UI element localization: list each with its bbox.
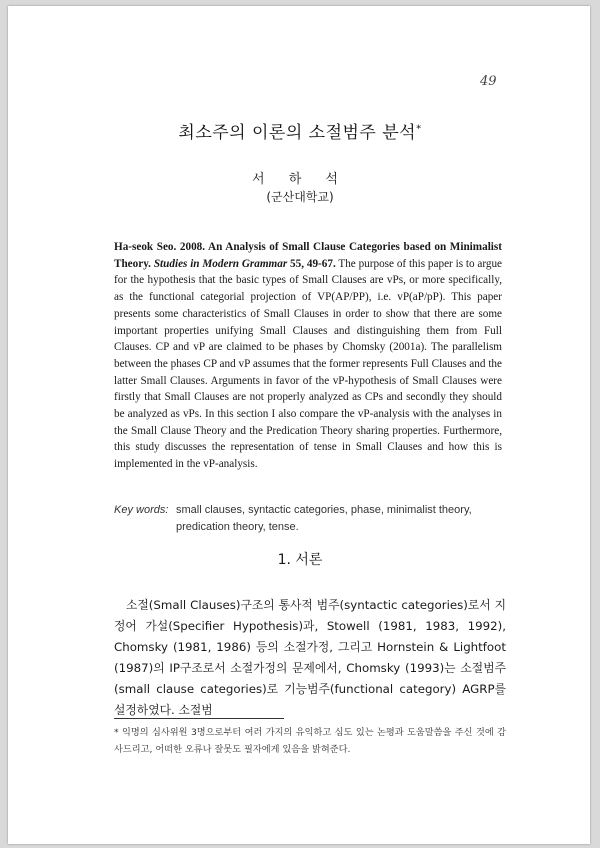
body-paragraph: 소절(Small Clauses)구조의 통사적 범주(syntactic categories)로서 지정어 가설(Specifier Hypothesis)과, Stowell (1981, 1983, 1992), Chomsky (1981, 1986) 등의 소절가정, 그리고 Hornstein & Lightfoot (1987)의 IP구조로서 소절가정의 문제에서, Chomsky (1993)는 소절범주(small clause categories)로 기능범주(functional category) AGRP를 설정하였다. 소절범 (114, 598, 506, 717)
abstract (114, 239, 502, 473)
abstract-text: The purpose of this paper is to argue for the hypothesis that the basic types of Small Clauses are vPs, or more specifically, as the functional categorial projection of VP(AP/PP), i.e. vP(aP/pP). This paper presents some characteristics of Small Clauses in order to show that there are some important properties unifying Small Clauses and distinguishing them from Full Clauses. CP and vP are claimed to be phases by Chomsky (2001a). The parallelism between the phases CP and vP assumes that the former represents Full Clauses and the latter Small Clauses. Arguments in favor of the vP-hypothesis of Small Clauses were firstly that Small Clauses are not properly analyzed as CPs and secondly they should be analyzed as vPs. In this section I also compare the vP-analysis with the analyses in the Small Clause Theory and the Predication Theory sharing properties. Furthermore, this study discusses the representation of tense in Small Clauses and how this is implemented in the vP-analysis. (114, 257, 503, 471)
title-footnote-mark: * (416, 123, 422, 135)
footnote-rule (114, 718, 284, 719)
author-name: 서 하 석 (252, 172, 348, 187)
page-number: 49 (480, 74, 497, 89)
section-heading: 1. 서론 (277, 552, 323, 568)
keywords-label: Key words: (114, 504, 169, 516)
author-affiliation: (군산대학교) (266, 190, 334, 204)
keywords (114, 502, 504, 536)
body-text (114, 595, 506, 721)
footnote: * 익명의 심사위원 3명으로부터 여러 가지의 유익하고 심도 있는 논평과 도움말씀을 주신 것에 감사드리고, 어떠한 오류나 잘못도 필자에게 있음을 밝혀준다. (114, 727, 506, 755)
abstract-volume: 55, 49-67. (290, 257, 336, 270)
paper-title (0, 118, 600, 143)
abstract-journal: Studies in Modern Grammar (153, 257, 288, 270)
paper-title-text: 최소주의 이론의 소절범주 분석 (178, 123, 417, 143)
keywords-line-2: predication theory, tense. (176, 521, 299, 533)
abstract-citation: Ha-seok Seo. 2008. An Analysis of Small Clause Categories based on Minimalist Theory. (114, 241, 502, 270)
keywords-line-1: small clauses, syntactic categories, phase, minimalist theory, (176, 504, 472, 516)
